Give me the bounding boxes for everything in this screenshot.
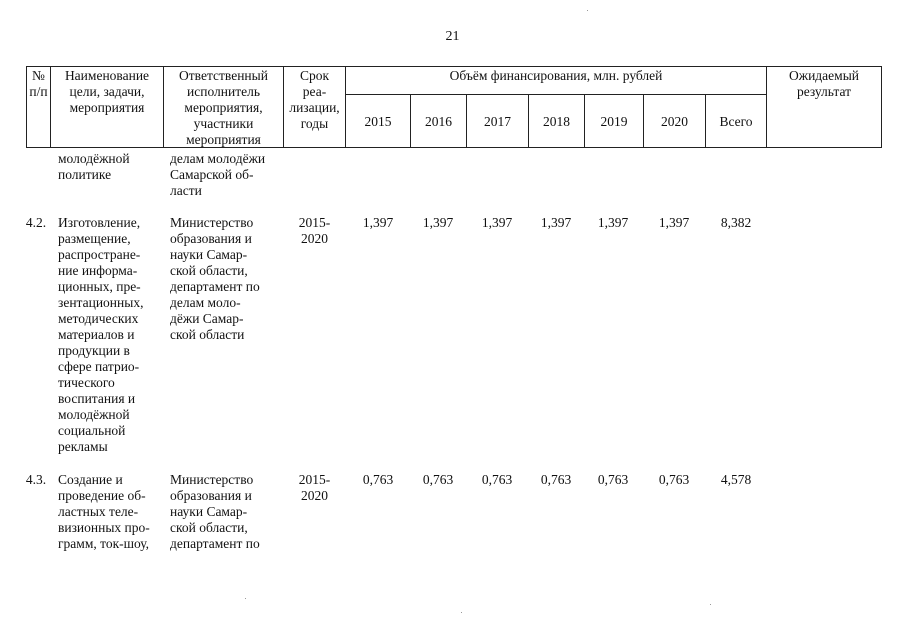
year-2015: 2015 xyxy=(364,114,392,129)
row-term: 2015- 2020 xyxy=(298,215,331,246)
header-term: Срок реа- лизации, годы xyxy=(289,68,340,131)
value-2017: 0,763 xyxy=(481,472,513,487)
value-2015: 0,763 xyxy=(362,472,394,487)
value-2016: 1,397 xyxy=(422,215,454,230)
value-2017: 1,397 xyxy=(481,215,513,230)
row-num: 4.2. xyxy=(25,215,47,230)
cont-name: молодёжной политике xyxy=(58,151,130,182)
scan-speck xyxy=(461,612,462,613)
value-2018: 0,763 xyxy=(540,472,572,487)
header-name: Наименование цели, задачи, мероприятия xyxy=(64,68,150,115)
row-num: 4.3. xyxy=(25,472,47,487)
year-2020: 2020 xyxy=(661,114,688,129)
value-total: 8,382 xyxy=(720,215,752,230)
header-num: № п/п xyxy=(29,68,48,99)
value-2018: 1,397 xyxy=(540,215,572,230)
scan-speck xyxy=(245,598,246,599)
row-name: Создание и проведение об- ластных теле- визионных про- грамм, ток-шоу, xyxy=(58,472,150,551)
year-2017: 2017 xyxy=(484,114,511,129)
value-2016: 0,763 xyxy=(422,472,454,487)
value-2020: 1,397 xyxy=(658,215,690,230)
year-total: Всего xyxy=(719,114,753,129)
scan-speck xyxy=(710,604,711,605)
cont-responsible: делам молодёжи Самарской об- ласти xyxy=(170,151,266,198)
value-total: 4,578 xyxy=(720,472,752,487)
year-2019: 2019 xyxy=(600,114,628,129)
header-financing: Объём финансирования, млн. рублей xyxy=(449,68,663,83)
scan-speck xyxy=(587,10,588,11)
value-2019: 0,763 xyxy=(597,472,629,487)
year-2016: 2016 xyxy=(425,114,452,129)
row-responsible: Министерство образования и науки Самар- ской области, департамент по xyxy=(170,472,260,551)
year-2018: 2018 xyxy=(543,114,570,129)
page-number: 21 xyxy=(445,29,460,44)
value-2020: 0,763 xyxy=(658,472,690,487)
value-2015: 1,397 xyxy=(362,215,394,230)
row-term: 2015- 2020 xyxy=(298,472,331,503)
row-name: Изготовление, размещение, распростране- ние информа- ционных, пре- зентационных, методических материалов и продукции в сфере патрио- тического воспитания и молодёжной социальной рекламы xyxy=(58,215,144,454)
header-responsible: Ответственный исполнитель мероприятия, участники мероприятия xyxy=(179,68,268,147)
row-responsible: Министерство образования и науки Самар- ской области, департамент по делам моло- дёжи Самар- ской области xyxy=(170,215,260,342)
value-2019: 1,397 xyxy=(597,215,629,230)
header-result: Ожидаемый результат xyxy=(789,68,859,99)
